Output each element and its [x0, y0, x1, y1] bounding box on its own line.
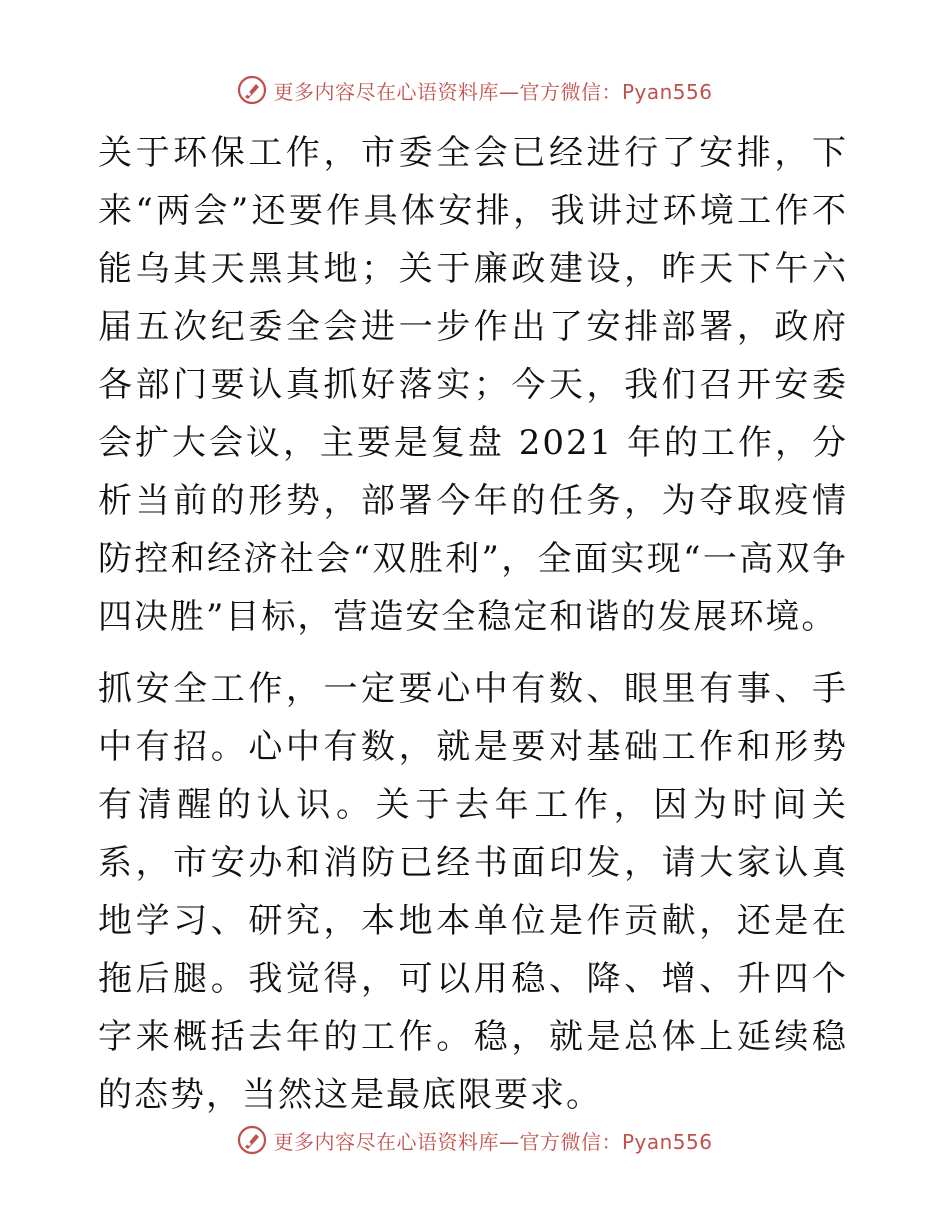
header-banner [0, 72, 950, 108]
footer-banner [0, 1122, 950, 1158]
paragraph: 关于环保工作，市委全会已经进行了安排，下来“两会”还要作具体安排，我讲过环境工作不能乌其天黑其地；关于廉政建设，昨天下午六届五次纪委全会进一步作出了安排部署，政府各部门要认真抓好落实；今天，我们召开安委会扩大会议，主要是复盘 2021 年的工作，分析当前的形势，部署今年的任务，为夺取疫情防控和经济社会“双胜利”，全面实现“一高双争四决胜”目标，营造安全稳定和谐的发展环境。 [98, 133, 848, 637]
pen-nib-icon [237, 1125, 267, 1155]
paragraph: 抓安全工作，一定要心中有数、眼里有事、手中有招。心中有数，就是要对基础工作和形势有清醒的认识。关于去年工作，因为时间关系，市安办和消防已经书面印发，请大家认真地学习、研究，本地本单位是作贡献，还是在拖后腿。我觉得，可以用稳、降、增、升四个字来概括去年的工作。稳，就是总体上延续稳的态势，当然这是最底限要求。 [98, 669, 848, 1115]
document-body [98, 124, 848, 1124]
pen-nib-icon [237, 75, 267, 105]
banner-text: 更多内容尽在心语资料库—官方微信：Pyan556 [273, 1129, 713, 1154]
banner-text: 更多内容尽在心语资料库—官方微信：Pyan556 [273, 79, 713, 104]
